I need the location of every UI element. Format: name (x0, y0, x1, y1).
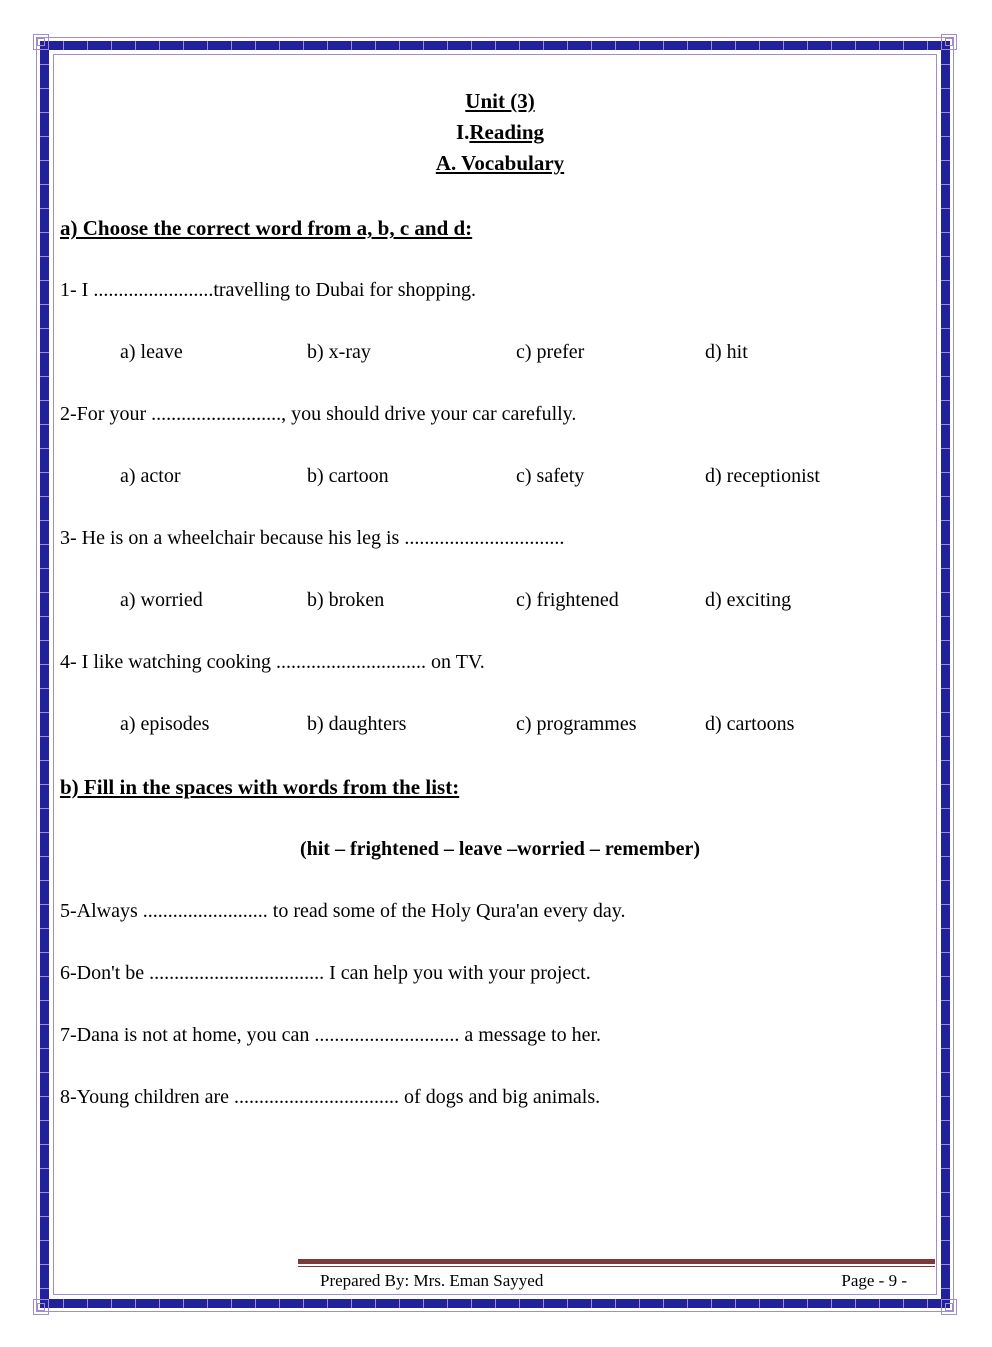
vocabulary-heading (60, 148, 940, 179)
vocabulary-heading-text: A. Vocabulary (435, 151, 565, 175)
question-text: 3- He is on a wheelchair because his leg is ................................ (60, 527, 565, 549)
title-block (60, 86, 940, 179)
question-text: 5-Always ......................... to read some of the Holy Qura'an every day. (60, 900, 626, 922)
question-text: 6-Don't be ................................... I can help you with your project. (60, 962, 591, 984)
option-d: d) hit (705, 341, 748, 363)
reading-heading-prefix: I. (455, 120, 470, 144)
footer (298, 1270, 935, 1292)
option-c: c) prefer (516, 341, 585, 363)
option-c: c) programmes (516, 713, 637, 735)
option-a: a) leave (120, 341, 183, 363)
option-c: c) frightened (516, 589, 619, 611)
footer-page-number: Page - 9 - (841, 1271, 907, 1290)
option-d: d) receptionist (705, 465, 820, 487)
option-c: c) safety (516, 465, 585, 487)
footer-divider-thick-line (298, 1259, 935, 1264)
page-border-right (941, 41, 950, 1308)
reading-heading (60, 117, 940, 148)
options-row (120, 462, 940, 490)
options-row (120, 586, 940, 614)
option-d: d) cartoons (705, 713, 795, 735)
reading-heading-text: Reading (469, 120, 545, 144)
option-b: b) x-ray (307, 341, 371, 363)
footer-prepared-by: Prepared By: Mrs. Eman Sayyed (320, 1271, 544, 1290)
unit-title (60, 86, 940, 117)
page-border-left (40, 41, 49, 1308)
page-border-top (40, 41, 950, 50)
options-row (120, 710, 940, 738)
page-border-corner-top-right (941, 34, 957, 50)
page-border-corner-top-left (33, 34, 49, 50)
page-border-corner-bottom-right (941, 1299, 957, 1315)
worksheet-content (60, 86, 940, 1111)
option-a: a) episodes (120, 713, 210, 735)
question-text: 4- I like watching cooking .............................. on TV. (60, 651, 485, 673)
option-b: b) broken (307, 589, 385, 611)
options-row (120, 338, 940, 366)
page-border-corner-bottom-left (33, 1299, 49, 1315)
option-b: b) cartoon (307, 465, 389, 487)
page-border-bottom (40, 1299, 950, 1308)
word-bank: (hit – frightened – leave –worried – remember) (299, 838, 701, 860)
option-d: d) exciting (705, 589, 792, 611)
option-a: a) actor (120, 465, 181, 487)
footer-divider-thin-line (298, 1266, 935, 1267)
question-text: 2-For your .........................., you should drive your car carefully. (60, 403, 577, 425)
section-b-heading: b) Fill in the spaces with words from the list: (60, 775, 460, 799)
section-a-heading: a) Choose the correct word from a, b, c and d: (60, 216, 473, 240)
footer-divider (298, 1259, 935, 1267)
option-b: b) daughters (307, 713, 407, 735)
option-a: a) worried (120, 589, 203, 611)
question-text: 8-Young children are ................................. of dogs and big animals. (60, 1086, 601, 1108)
question-text: 1- I ........................travelling to Dubai for shopping. (60, 279, 477, 301)
unit-title-text: Unit (3) (465, 89, 535, 113)
question-text: 7-Dana is not at home, you can ............................. a message to her. (60, 1024, 601, 1046)
